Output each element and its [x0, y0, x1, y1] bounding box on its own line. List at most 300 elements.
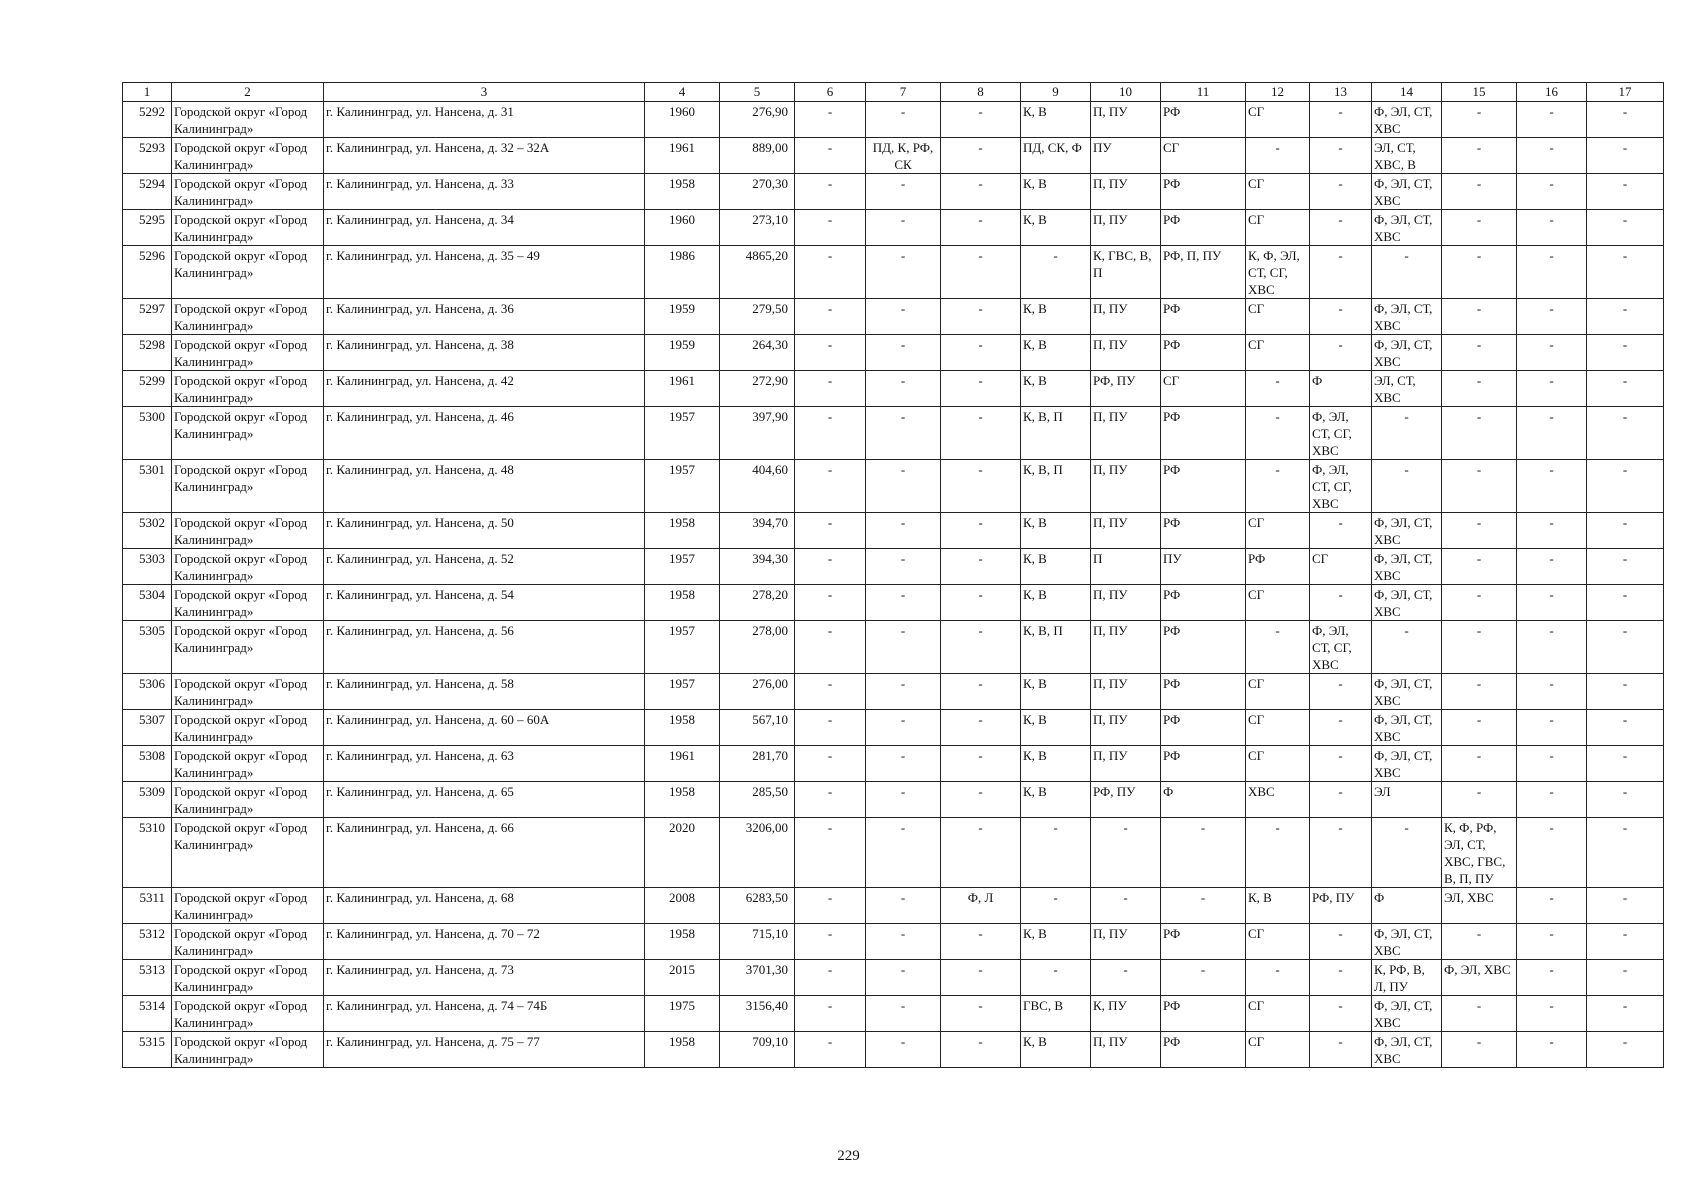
table-cell-col-14: Ф, ЭЛ, СТ, ХВС	[1372, 549, 1442, 585]
table-cell-col-3: г. Калининград, ул. Нансена, д. 52	[324, 549, 645, 585]
table-row	[123, 674, 1664, 710]
table-cell-col-3: г. Калининград, ул. Нансена, д. 74 – 74Б	[324, 996, 645, 1032]
column-header: 10	[1091, 83, 1161, 102]
table-cell-col-7: -	[866, 621, 941, 674]
table-cell-col-6: -	[795, 585, 866, 621]
table-cell-col-17: -	[1587, 888, 1664, 924]
table-cell-col-17: -	[1587, 996, 1664, 1032]
table-cell-col-2: Городской округ «Город Калининград»	[172, 210, 324, 246]
table-cell-col-16: -	[1517, 710, 1587, 746]
table-cell-col-8: -	[941, 513, 1021, 549]
table-cell-col-6: -	[795, 1032, 866, 1068]
table-cell-col-3: г. Калининград, ул. Нансена, д. 70 – 72	[324, 924, 645, 960]
table-cell-col-9: К, В	[1021, 746, 1091, 782]
table-cell-col-1: 5299	[123, 371, 172, 407]
column-header: 1	[123, 83, 172, 102]
table-cell-col-2: Городской округ «Город Калининград»	[172, 888, 324, 924]
table-cell-col-14: Ф, ЭЛ, СТ, ХВС	[1372, 513, 1442, 549]
table-cell-col-7: -	[866, 1032, 941, 1068]
table-row	[123, 585, 1664, 621]
table-cell-col-5: 281,70	[720, 746, 795, 782]
table-cell-col-1: 5294	[123, 174, 172, 210]
registry-table	[122, 82, 1664, 1068]
table-cell-col-11: РФ	[1161, 924, 1246, 960]
table-cell-col-16: -	[1517, 407, 1587, 460]
table-cell-col-5: 397,90	[720, 407, 795, 460]
table-cell-col-2: Городской округ «Город Калининград»	[172, 335, 324, 371]
table-cell-col-16: -	[1517, 299, 1587, 335]
table-cell-col-9: К, В	[1021, 371, 1091, 407]
table-cell-col-6: -	[795, 138, 866, 174]
table-cell-col-12: -	[1246, 818, 1310, 888]
table-cell-col-1: 5302	[123, 513, 172, 549]
table-header	[123, 83, 1664, 102]
table-cell-col-12: СГ	[1246, 996, 1310, 1032]
table-cell-col-5: 715,10	[720, 924, 795, 960]
table-cell-col-4: 1960	[645, 102, 720, 138]
table-cell-col-16: -	[1517, 621, 1587, 674]
table-cell-col-4: 1959	[645, 299, 720, 335]
table-cell-col-11: РФ	[1161, 335, 1246, 371]
table-cell-col-9: К, В, П	[1021, 621, 1091, 674]
table-cell-col-12: -	[1246, 460, 1310, 513]
table-cell-col-4: 1961	[645, 371, 720, 407]
table-cell-col-11: РФ	[1161, 674, 1246, 710]
table-cell-col-4: 2020	[645, 818, 720, 888]
table-cell-col-2: Городской округ «Город Калининград»	[172, 621, 324, 674]
table-cell-col-10: П, ПУ	[1091, 924, 1161, 960]
table-cell-col-8: -	[941, 371, 1021, 407]
table-cell-col-4: 1958	[645, 924, 720, 960]
table-cell-col-7: -	[866, 746, 941, 782]
table-cell-col-11: РФ	[1161, 710, 1246, 746]
column-header: 6	[795, 83, 866, 102]
table-cell-col-7: -	[866, 407, 941, 460]
table-cell-col-16: -	[1517, 335, 1587, 371]
table-cell-col-15: -	[1442, 996, 1517, 1032]
table-cell-col-1: 5298	[123, 335, 172, 371]
table-cell-col-17: -	[1587, 513, 1664, 549]
table-cell-col-8: -	[941, 460, 1021, 513]
table-cell-col-16: -	[1517, 210, 1587, 246]
table-cell-col-4: 1957	[645, 460, 720, 513]
table-cell-col-3: г. Калининград, ул. Нансена, д. 65	[324, 782, 645, 818]
table-cell-col-4: 1961	[645, 138, 720, 174]
table-cell-col-7: ПД, К, РФ, СК	[866, 138, 941, 174]
table-cell-col-4: 1957	[645, 549, 720, 585]
table-cell-col-12: -	[1246, 371, 1310, 407]
table-cell-col-7: -	[866, 996, 941, 1032]
table-row	[123, 335, 1664, 371]
table-cell-col-16: -	[1517, 174, 1587, 210]
table-cell-col-12: -	[1246, 407, 1310, 460]
table-cell-col-2: Городской округ «Город Калининград»	[172, 782, 324, 818]
table-cell-col-10: РФ, ПУ	[1091, 371, 1161, 407]
table-cell-col-6: -	[795, 710, 866, 746]
table-cell-col-5: 889,00	[720, 138, 795, 174]
table-cell-col-8: -	[941, 210, 1021, 246]
table-cell-col-6: -	[795, 996, 866, 1032]
table-cell-col-10: П, ПУ	[1091, 210, 1161, 246]
table-cell-col-5: 279,50	[720, 299, 795, 335]
table-cell-col-6: -	[795, 299, 866, 335]
table-cell-col-17: -	[1587, 746, 1664, 782]
table-cell-col-14: Ф, ЭЛ, СТ, ХВС	[1372, 585, 1442, 621]
table-row	[123, 1032, 1664, 1068]
table-cell-col-10: ПУ	[1091, 138, 1161, 174]
table-cell-col-3: г. Калининград, ул. Нансена, д. 32 – 32А	[324, 138, 645, 174]
table-cell-col-2: Городской округ «Город Калининград»	[172, 371, 324, 407]
table-cell-col-6: -	[795, 621, 866, 674]
table-cell-col-9: -	[1021, 246, 1091, 299]
table-cell-col-12: СГ	[1246, 710, 1310, 746]
table-cell-col-3: г. Калининград, ул. Нансена, д. 35 – 49	[324, 246, 645, 299]
table-row	[123, 818, 1664, 888]
column-header: 2	[172, 83, 324, 102]
table-cell-col-8: -	[941, 746, 1021, 782]
table-cell-col-5: 272,90	[720, 371, 795, 407]
table-cell-col-1: 5303	[123, 549, 172, 585]
table-cell-col-8: -	[941, 585, 1021, 621]
table-cell-col-15: -	[1442, 585, 1517, 621]
table-cell-col-11: РФ	[1161, 621, 1246, 674]
table-cell-col-7: -	[866, 782, 941, 818]
table-cell-col-15: -	[1442, 174, 1517, 210]
table-cell-col-6: -	[795, 924, 866, 960]
table-cell-col-10: П, ПУ	[1091, 585, 1161, 621]
table-cell-col-10: П, ПУ	[1091, 513, 1161, 549]
table-cell-col-5: 264,30	[720, 335, 795, 371]
table-cell-col-16: -	[1517, 371, 1587, 407]
table-cell-col-15: -	[1442, 371, 1517, 407]
table-cell-col-10: П, ПУ	[1091, 710, 1161, 746]
table-row	[123, 138, 1664, 174]
table-cell-col-5: 4865,20	[720, 246, 795, 299]
table-cell-col-7: -	[866, 102, 941, 138]
table-cell-col-6: -	[795, 960, 866, 996]
table-cell-col-13: -	[1310, 335, 1372, 371]
table-cell-col-11: -	[1161, 818, 1246, 888]
table-cell-col-2: Городской округ «Город Калининград»	[172, 513, 324, 549]
table-row	[123, 513, 1664, 549]
table-cell-col-15: К, Ф, РФ, ЭЛ, СТ, ХВС, ГВС, В, П, ПУ	[1442, 818, 1517, 888]
table-cell-col-1: 5296	[123, 246, 172, 299]
table-cell-col-1: 5313	[123, 960, 172, 996]
table-cell-col-1: 5305	[123, 621, 172, 674]
table-cell-col-13: -	[1310, 818, 1372, 888]
table-cell-col-5: 3156,40	[720, 996, 795, 1032]
table-cell-col-2: Городской округ «Город Калининград»	[172, 818, 324, 888]
table-cell-col-1: 5297	[123, 299, 172, 335]
table-cell-col-8: -	[941, 335, 1021, 371]
table-cell-col-11: РФ	[1161, 174, 1246, 210]
table-cell-col-7: -	[866, 960, 941, 996]
table-cell-col-7: -	[866, 246, 941, 299]
table-cell-col-6: -	[795, 818, 866, 888]
table-cell-col-14: Ф, ЭЛ, СТ, ХВС	[1372, 710, 1442, 746]
table-cell-col-13: -	[1310, 674, 1372, 710]
table-cell-col-16: -	[1517, 460, 1587, 513]
table-cell-col-15: -	[1442, 1032, 1517, 1068]
table-cell-col-2: Городской округ «Город Калининград»	[172, 585, 324, 621]
table-cell-col-2: Городской округ «Город Калининград»	[172, 102, 324, 138]
table-cell-col-5: 709,10	[720, 1032, 795, 1068]
table-cell-col-14: Ф, ЭЛ, СТ, ХВС	[1372, 924, 1442, 960]
table-cell-col-5: 285,50	[720, 782, 795, 818]
table-cell-col-5: 404,60	[720, 460, 795, 513]
table-cell-col-17: -	[1587, 299, 1664, 335]
table-cell-col-12: СГ	[1246, 210, 1310, 246]
table-cell-col-14: ЭЛ, СТ, ХВС, В	[1372, 138, 1442, 174]
table-cell-col-16: -	[1517, 513, 1587, 549]
table-cell-col-14: Ф	[1372, 888, 1442, 924]
table-cell-col-1: 5310	[123, 818, 172, 888]
table-cell-col-4: 1960	[645, 210, 720, 246]
table-cell-col-9: К, В	[1021, 299, 1091, 335]
table-cell-col-3: г. Калининград, ул. Нансена, д. 75 – 77	[324, 1032, 645, 1068]
table-cell-col-3: г. Калининград, ул. Нансена, д. 48	[324, 460, 645, 513]
table-cell-col-14: Ф, ЭЛ, СТ, ХВС	[1372, 674, 1442, 710]
table-cell-col-2: Городской округ «Город Калининград»	[172, 710, 324, 746]
table-cell-col-14: Ф, ЭЛ, СТ, ХВС	[1372, 996, 1442, 1032]
table-row	[123, 407, 1664, 460]
table-cell-col-1: 5308	[123, 746, 172, 782]
table-cell-col-8: -	[941, 299, 1021, 335]
table-body	[123, 102, 1664, 1068]
table-cell-col-16: -	[1517, 246, 1587, 299]
table-cell-col-16: -	[1517, 102, 1587, 138]
table-cell-col-15: -	[1442, 210, 1517, 246]
table-cell-col-3: г. Калининград, ул. Нансена, д. 42	[324, 371, 645, 407]
table-cell-col-7: -	[866, 210, 941, 246]
table-cell-col-11: СГ	[1161, 371, 1246, 407]
table-cell-col-13: -	[1310, 996, 1372, 1032]
column-header: 11	[1161, 83, 1246, 102]
table-cell-col-13: Ф, ЭЛ, СТ, СГ, ХВС	[1310, 460, 1372, 513]
table-cell-col-15: Ф, ЭЛ, ХВС	[1442, 960, 1517, 996]
table-cell-col-5: 3206,00	[720, 818, 795, 888]
table-cell-col-8: -	[941, 996, 1021, 1032]
column-header: 12	[1246, 83, 1310, 102]
table-cell-col-8: -	[941, 924, 1021, 960]
table-cell-col-13: -	[1310, 174, 1372, 210]
table-cell-col-4: 2015	[645, 960, 720, 996]
table-cell-col-6: -	[795, 210, 866, 246]
table-cell-col-1: 5315	[123, 1032, 172, 1068]
table-cell-col-13: -	[1310, 710, 1372, 746]
table-cell-col-13: -	[1310, 960, 1372, 996]
column-header: 3	[324, 83, 645, 102]
table-cell-col-1: 5307	[123, 710, 172, 746]
table-cell-col-13: Ф, ЭЛ, СТ, СГ, ХВС	[1310, 621, 1372, 674]
table-cell-col-17: -	[1587, 460, 1664, 513]
table-cell-col-6: -	[795, 407, 866, 460]
table-cell-col-2: Городской округ «Город Калининград»	[172, 138, 324, 174]
table-cell-col-17: -	[1587, 210, 1664, 246]
table-cell-col-4: 1958	[645, 585, 720, 621]
table-cell-col-13: -	[1310, 1032, 1372, 1068]
table-cell-col-11: ПУ	[1161, 549, 1246, 585]
table-cell-col-6: -	[795, 246, 866, 299]
table-cell-col-15: -	[1442, 407, 1517, 460]
table-cell-col-8: -	[941, 138, 1021, 174]
table-cell-col-7: -	[866, 585, 941, 621]
table-cell-col-13: -	[1310, 299, 1372, 335]
table-cell-col-13: РФ, ПУ	[1310, 888, 1372, 924]
table-cell-col-12: -	[1246, 138, 1310, 174]
table-cell-col-6: -	[795, 371, 866, 407]
table-cell-col-12: СГ	[1246, 102, 1310, 138]
table-cell-col-2: Городской округ «Город Калининград»	[172, 996, 324, 1032]
table-cell-col-12: К, Ф, ЭЛ, СТ, СГ, ХВС	[1246, 246, 1310, 299]
table-cell-col-11: СГ	[1161, 138, 1246, 174]
header-row	[123, 83, 1664, 102]
table-cell-col-14: -	[1372, 818, 1442, 888]
table-cell-col-7: -	[866, 549, 941, 585]
table-cell-col-3: г. Калининград, ул. Нансена, д. 50	[324, 513, 645, 549]
table-cell-col-13: Ф	[1310, 371, 1372, 407]
table-cell-col-14: -	[1372, 460, 1442, 513]
table-cell-col-4: 2008	[645, 888, 720, 924]
table-cell-col-12: К, В	[1246, 888, 1310, 924]
table-cell-col-17: -	[1587, 818, 1664, 888]
table-cell-col-17: -	[1587, 407, 1664, 460]
table-cell-col-6: -	[795, 174, 866, 210]
table-cell-col-13: Ф, ЭЛ, СТ, СГ, ХВС	[1310, 407, 1372, 460]
table-cell-col-2: Городской округ «Город Калининград»	[172, 407, 324, 460]
column-header: 17	[1587, 83, 1664, 102]
table-cell-col-11: РФ	[1161, 513, 1246, 549]
table-cell-col-1: 5295	[123, 210, 172, 246]
table-cell-col-3: г. Калининград, ул. Нансена, д. 46	[324, 407, 645, 460]
table-cell-col-14: Ф, ЭЛ, СТ, ХВС	[1372, 746, 1442, 782]
table-cell-col-17: -	[1587, 371, 1664, 407]
table-cell-col-9: К, В	[1021, 335, 1091, 371]
column-header: 7	[866, 83, 941, 102]
table-cell-col-6: -	[795, 102, 866, 138]
table-row	[123, 746, 1664, 782]
table-cell-col-11: РФ	[1161, 746, 1246, 782]
table-cell-col-10: -	[1091, 888, 1161, 924]
table-cell-col-11: РФ	[1161, 299, 1246, 335]
table-cell-col-16: -	[1517, 888, 1587, 924]
table-cell-col-9: К, В	[1021, 174, 1091, 210]
table-cell-col-3: г. Калининград, ул. Нансена, д. 38	[324, 335, 645, 371]
table-cell-col-15: -	[1442, 782, 1517, 818]
table-cell-col-11: РФ	[1161, 407, 1246, 460]
column-header: 13	[1310, 83, 1372, 102]
table-cell-col-7: -	[866, 710, 941, 746]
table-cell-col-9: К, В	[1021, 674, 1091, 710]
table-cell-col-13: -	[1310, 746, 1372, 782]
table-row	[123, 549, 1664, 585]
table-cell-col-14: -	[1372, 407, 1442, 460]
table-cell-col-5: 276,90	[720, 102, 795, 138]
table-cell-col-10: П, ПУ	[1091, 746, 1161, 782]
table-cell-col-10: П	[1091, 549, 1161, 585]
table-cell-col-15: -	[1442, 621, 1517, 674]
table-row	[123, 888, 1664, 924]
table-cell-col-5: 276,00	[720, 674, 795, 710]
table-row	[123, 621, 1664, 674]
table-cell-col-9: -	[1021, 888, 1091, 924]
table-cell-col-8: -	[941, 710, 1021, 746]
table-cell-col-9: К, В	[1021, 924, 1091, 960]
table-cell-col-8: -	[941, 549, 1021, 585]
table-cell-col-4: 1958	[645, 782, 720, 818]
table-cell-col-17: -	[1587, 585, 1664, 621]
table-cell-col-8: -	[941, 818, 1021, 888]
table-cell-col-6: -	[795, 888, 866, 924]
table-cell-col-9: К, В	[1021, 585, 1091, 621]
table-row	[123, 299, 1664, 335]
table-cell-col-8: -	[941, 102, 1021, 138]
table-cell-col-2: Городской округ «Город Калининград»	[172, 174, 324, 210]
table-cell-col-13: -	[1310, 246, 1372, 299]
table-cell-col-9: ГВС, В	[1021, 996, 1091, 1032]
table-cell-col-7: -	[866, 924, 941, 960]
table-cell-col-5: 278,20	[720, 585, 795, 621]
table-cell-col-8: -	[941, 174, 1021, 210]
table-cell-col-13: -	[1310, 585, 1372, 621]
table-cell-col-3: г. Калининград, ул. Нансена, д. 33	[324, 174, 645, 210]
table-cell-col-4: 1986	[645, 246, 720, 299]
table-cell-col-2: Городской округ «Город Калининград»	[172, 299, 324, 335]
table-cell-col-9: К, В	[1021, 1032, 1091, 1068]
table-cell-col-17: -	[1587, 246, 1664, 299]
table-cell-col-17: -	[1587, 710, 1664, 746]
table-cell-col-15: -	[1442, 335, 1517, 371]
table-cell-col-10: П, ПУ	[1091, 460, 1161, 513]
table-cell-col-8: -	[941, 246, 1021, 299]
table-cell-col-3: г. Калининград, ул. Нансена, д. 66	[324, 818, 645, 888]
table-cell-col-4: 1959	[645, 335, 720, 371]
table-cell-col-14: Ф, ЭЛ, СТ, ХВС	[1372, 335, 1442, 371]
table-row	[123, 102, 1664, 138]
table-cell-col-3: г. Калининград, ул. Нансена, д. 36	[324, 299, 645, 335]
table-cell-col-12: СГ	[1246, 513, 1310, 549]
table-cell-col-11: Ф	[1161, 782, 1246, 818]
column-header: 16	[1517, 83, 1587, 102]
table-cell-col-17: -	[1587, 960, 1664, 996]
table-cell-col-13: -	[1310, 210, 1372, 246]
column-header: 14	[1372, 83, 1442, 102]
table-cell-col-11: РФ	[1161, 102, 1246, 138]
table-cell-col-5: 394,30	[720, 549, 795, 585]
table-cell-col-4: 1958	[645, 174, 720, 210]
table-cell-col-1: 5304	[123, 585, 172, 621]
table-cell-col-7: -	[866, 371, 941, 407]
table-cell-col-5: 273,10	[720, 210, 795, 246]
table-row	[123, 460, 1664, 513]
table-cell-col-17: -	[1587, 674, 1664, 710]
table-cell-col-12: СГ	[1246, 299, 1310, 335]
table-row	[123, 371, 1664, 407]
table-cell-col-6: -	[795, 335, 866, 371]
table-cell-col-15: -	[1442, 674, 1517, 710]
table-cell-col-4: 1975	[645, 996, 720, 1032]
table-cell-col-16: -	[1517, 746, 1587, 782]
table-cell-col-11: РФ	[1161, 210, 1246, 246]
table-cell-col-16: -	[1517, 818, 1587, 888]
table-cell-col-17: -	[1587, 174, 1664, 210]
table-cell-col-3: г. Калининград, ул. Нансена, д. 60 – 60А	[324, 710, 645, 746]
table-cell-col-13: -	[1310, 138, 1372, 174]
table-cell-col-10: П, ПУ	[1091, 674, 1161, 710]
table-cell-col-12: СГ	[1246, 674, 1310, 710]
table-cell-col-7: -	[866, 818, 941, 888]
table-cell-col-4: 1961	[645, 746, 720, 782]
